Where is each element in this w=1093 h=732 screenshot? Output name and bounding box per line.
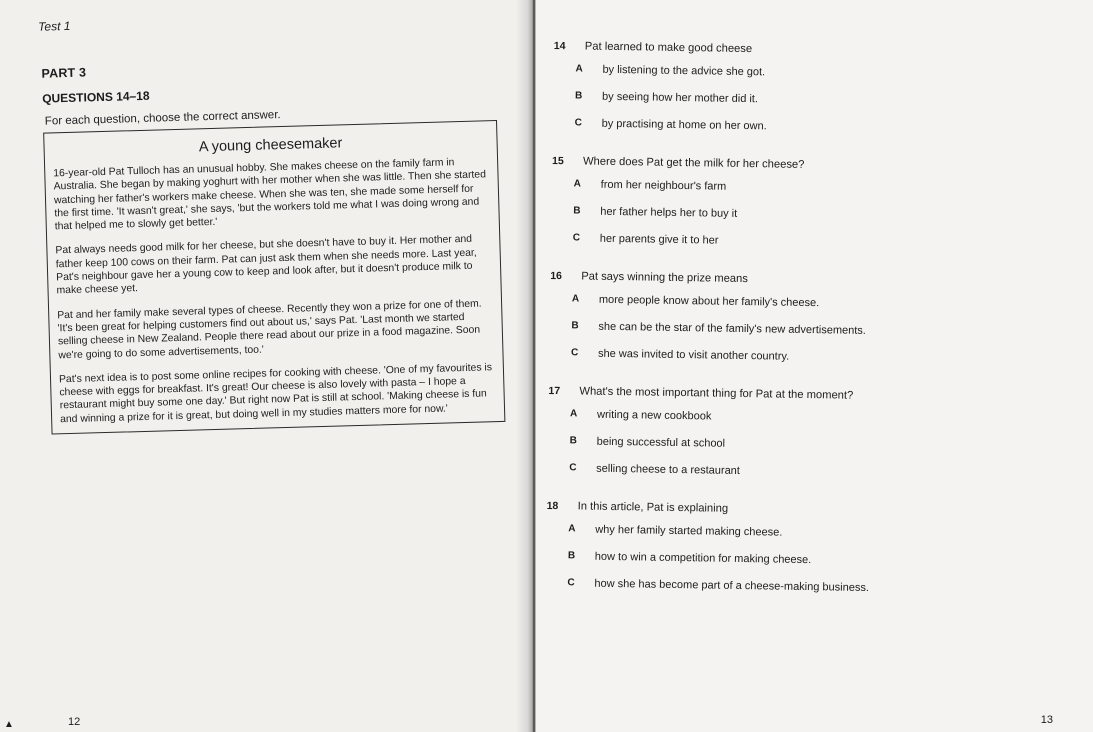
option-letter: C — [567, 577, 575, 589]
option-text: by seeing how her mother did it. — [601, 90, 759, 105]
part-heading: PART 3 — [41, 65, 87, 81]
option-letter: B — [574, 90, 583, 102]
option-text: by practising at home on her own. — [601, 117, 767, 132]
right-page-content — [545, 37, 1074, 620]
right-page — [536, 0, 1093, 732]
question-number: 18 — [546, 499, 559, 513]
article-paragraph: Pat's next idea is to post some online recipes for cooking with cheese. 'One of my favourites is cheese with eggs for breakfast. It's great! Our cheese is also lovely with pasta – I hope a restaurant might buy some one day.' But right now Pat is still at school. 'Making cheese is fun and winning a prize for it is great, but doing well in my studies matters more for now.' — [58, 362, 493, 426]
option-letter: A — [569, 408, 578, 420]
question-14 — [552, 37, 1073, 144]
option-letter: B — [571, 320, 579, 332]
option-text: more people know about her family's cheese. — [598, 293, 820, 309]
right-page-number: 13 — [1040, 714, 1053, 726]
left-page-content — [30, 6, 531, 435]
option-letter: A — [571, 293, 580, 305]
instruction-text: For each question, choose the correct answer. — [44, 109, 281, 128]
question-text: Pat learned to make good cheese — [584, 40, 753, 56]
option-letter: B — [569, 435, 577, 447]
option-text: selling cheese to a restaurant — [596, 462, 741, 477]
option-letter: C — [574, 117, 582, 129]
question-text: In this article, Pat is explaining — [577, 500, 729, 515]
article-paragraph: 16-year-old Pat Tulloch has an unusual hobby. She makes cheese on the family farm in Australia. She began by making yoghurt with her mother when she was little. Then she started watching her father's workers make cheese. When she was ten, she made some herself for the first time. 'It wasn't great,' she says, 'but the workers told me what I was doing wrong and that helped me to slowly get better.' — [53, 157, 487, 233]
option-letter: C — [570, 347, 579, 359]
option-text: why her family started making cheese. — [595, 523, 783, 539]
option-text: being successful at school — [596, 435, 726, 450]
option-letter: C — [569, 462, 577, 474]
question-15 — [551, 152, 1072, 259]
option-text: her parents give it to her — [599, 232, 719, 247]
question-17 — [547, 382, 1068, 489]
option-letter: A — [575, 63, 583, 75]
question-text: Where does Pat get the milk for her cheese? — [582, 155, 805, 171]
article-box — [43, 120, 505, 435]
article-paragraph: Pat and her family make several types of cheese. Recently they won a prize for one of them. 'It's been great for helping customers find out about us,' says Pat. 'Last month we started selling cheese in New Zealand. People there read about our prize in a food magazine. Soon we're going to do some advertisements, too.' — [57, 298, 482, 361]
option-text: by listening to the advice she got. — [602, 63, 766, 78]
option-text: her father helps her to buy it — [600, 205, 738, 220]
option-text: she can be the star of the family's new advertisements. — [598, 320, 866, 337]
option-letter: A — [568, 523, 576, 535]
option-letter: C — [572, 232, 581, 244]
option-letter: A — [573, 178, 582, 190]
option-letter: B — [573, 205, 581, 217]
question-text: What's the most important thing for Pat at the moment? — [579, 385, 854, 402]
question-number: 17 — [548, 384, 561, 398]
question-18 — [545, 497, 1066, 604]
left-page — [0, 0, 532, 732]
book-spine — [533, 0, 535, 732]
option-text: from her neighbour's farm — [600, 178, 727, 193]
option-text: writing a new cookbook — [596, 408, 712, 423]
question-number: 16 — [550, 269, 563, 283]
questions-range-heading: QUESTIONS 14–18 — [42, 88, 150, 106]
question-number: 15 — [551, 154, 564, 168]
option-text: how to win a competition for making cheese. — [594, 550, 812, 566]
question-16 — [549, 267, 1070, 374]
article-paragraph: Pat always needs good milk for her cheese, but she doesn't have to buy it. Her mother and father keep 100 cows on their farm. Pat can just ask them when she needs more. Last year, Pat's neighbour gave her a young cow to keep and look after, but it doesn't produce milk to make cheese yet. — [55, 234, 477, 297]
option-text: how she has become part of a cheese-making business. — [594, 577, 870, 594]
question-text: Pat says winning the prize means — [581, 270, 748, 286]
question-number: 14 — [553, 39, 566, 53]
running-head: Test 1 — [37, 18, 71, 34]
corner-mark-icon: ▲ — [4, 719, 14, 730]
option-text: she was invited to visit another country. — [597, 347, 790, 363]
option-letter: B — [567, 550, 576, 562]
article-title: A young cheesemaker — [198, 135, 343, 156]
left-page-number: 12 — [68, 716, 81, 728]
